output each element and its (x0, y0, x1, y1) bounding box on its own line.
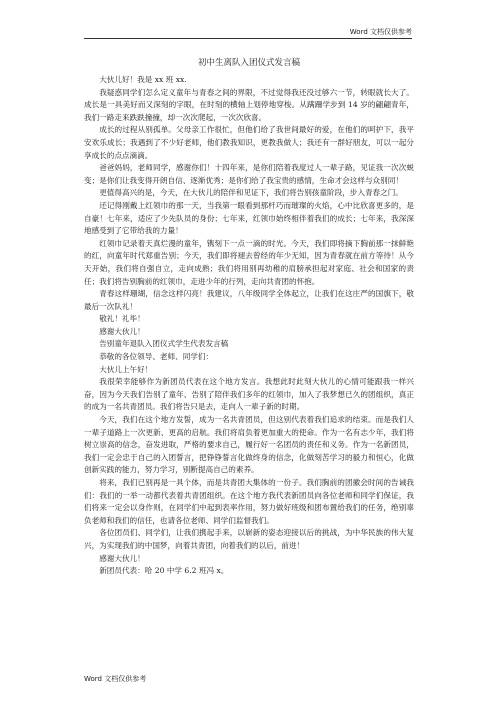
paragraph: 感谢大伙儿！ (99, 326, 145, 336)
paragraph: 将来，我们已别再是一具个体，而是共青团大集体的一份子。我们胸前的团徽会时间的告诫我们：我们的一举一动都代表着共青团组织。在这个地方我代表新团员向各位老师和同学们保证，我们将来一定会以身作则，在同学们中起到表率作用，努力做好班级和团布置给我们的任务，绝别辜负老师和我们的信任，也请各位老师、同学们监督我们。 (84, 478, 414, 525)
paragraph: 告别童年退队入团仪式学生代表发言稿 (99, 339, 229, 349)
page-footer: Word 文档仅供参考 (84, 675, 147, 683)
document-body (84, 58, 414, 578)
paragraph: 感谢大伙儿！ (99, 553, 145, 563)
page-header (84, 28, 412, 39)
paragraph: 我疑惑同学们怎么定义童年与青春之间的界限，不过觉得我还没过够六一节，转眼就长大了。成长是一具美好而又深刻的字眼，在时刻的横轴上划停地穿梭。从蹒跚学步到 14 岁的翩翩青年，我们一路走来跌跌撞撞，却一次次爬起，一次次欣喜。 (84, 87, 414, 122)
header-text: Word 文档仅供参考 (349, 28, 412, 36)
paragraph: 更值得高兴的是，今天，在大伙儿的陪伴和见证下，我们将告别孩童阶段，步入青春之门。 (99, 188, 403, 198)
paragraph: 爸爸妈妈，老师同学，感谢你们！十四年来，是你们陪着我度过人一辈子路，见证我一次次蜕变；是你们让我变得开朗自信、逐渐优秀；是你们给了我宝贵的感情，生命才会这样与众别同！ (84, 163, 414, 185)
paragraph: 青春这样珊瑚，信念这样闪亮！我建议，八年级同学全体起立，让我们在这庄严的国旗下，敬最后一次队礼！ (84, 289, 414, 311)
paragraph: 敬礼！礼毕！ (99, 314, 145, 324)
paragraph: 今天，我们在这个地方发誓，成为一名共青团员，但这别代表着我们追求的结束。而是我们人一辈子道路上一次更新、更高的启航。我们将肩负着更加重大的使命。作为一名有志少年，我们将树立崇高的信念，奋发进取，严格的要求自己，履行好一名团员的责任和义务。作为一名新团员，我们一定会忠于自己的入团誓言，把铮铮誓言化做终身的信念，化做刻苦学习的毅力和恒心，化做创新实践的能力，努力学习，别断提高自己的素养。 (84, 415, 414, 475)
paragraph: 成长的过程从别孤单。父母亲工作很忙，但他们给了我世间最好的爱，在他们的呵护下，我平安欢乐成长；我遇到了不少好老师，他们教我知识，更教我做人；我还有一群好朋友，可以一起分享成长的点点滴滴。 (84, 125, 414, 160)
paragraph: 红领巾记录着天真烂漫的童年，镌刻下一点一滴的时光。今天，我们即将摘下胸前那一抹鲜艳的红，向童年时代郑重告别；今天，我们即将褪去曾经的年少无知，因为青春就在前方等待！从今天开始，我们将自强自立，走向成熟；我们将用别再幼稚的肩膀承担起对家庭、社会和国家的责任；我们将告别胸前的红领巾，走进少年的行列，走向共青团的怀抱。 (84, 238, 414, 286)
paragraph: 大伙儿上午好！ (99, 364, 153, 374)
paragraph: 恭敬的各位领导、老师、同学们： (99, 352, 214, 362)
paragraph: 各位团员们、同学们，让我们携起手来，以崭新的姿态迎接以后的挑战，为中华民族的伟大复兴，为实现我们的中国梦，向着共青团，向着我们的以后，前进！ (84, 528, 414, 550)
paragraph: 大伙儿好！我是 xx 班 xx. (99, 75, 187, 84)
paragraph: 我很荣幸能够作为新团员代表在这个地方发言。我想此时此刻大伙儿的心情可能跟我一样兴奋，因为今天我们告别了童年、告别了陪伴我们多年的红领巾，加入了我梦想已久的团组织，真正的成为一名共青团员。我们将告只是去，走向人一辈子新的时期。 (84, 377, 414, 412)
paragraph: 还记得刚戴上红领巾的那一天，当我第一眼看到那杆巧而璀璨的火焰，心中比欣喜更多的，是自豪！七年来，适应了少先队员的身份；七年来，红领巾始终相伴着我们的成长；七年来，我深深地感受到了它带给我的力量！ (84, 200, 414, 236)
document-title: 初中生离队入团仪式发言稿 (197, 58, 300, 68)
paragraph: 新团员代表：哈 20 中学 6.2 班冯 x。 (99, 566, 229, 576)
